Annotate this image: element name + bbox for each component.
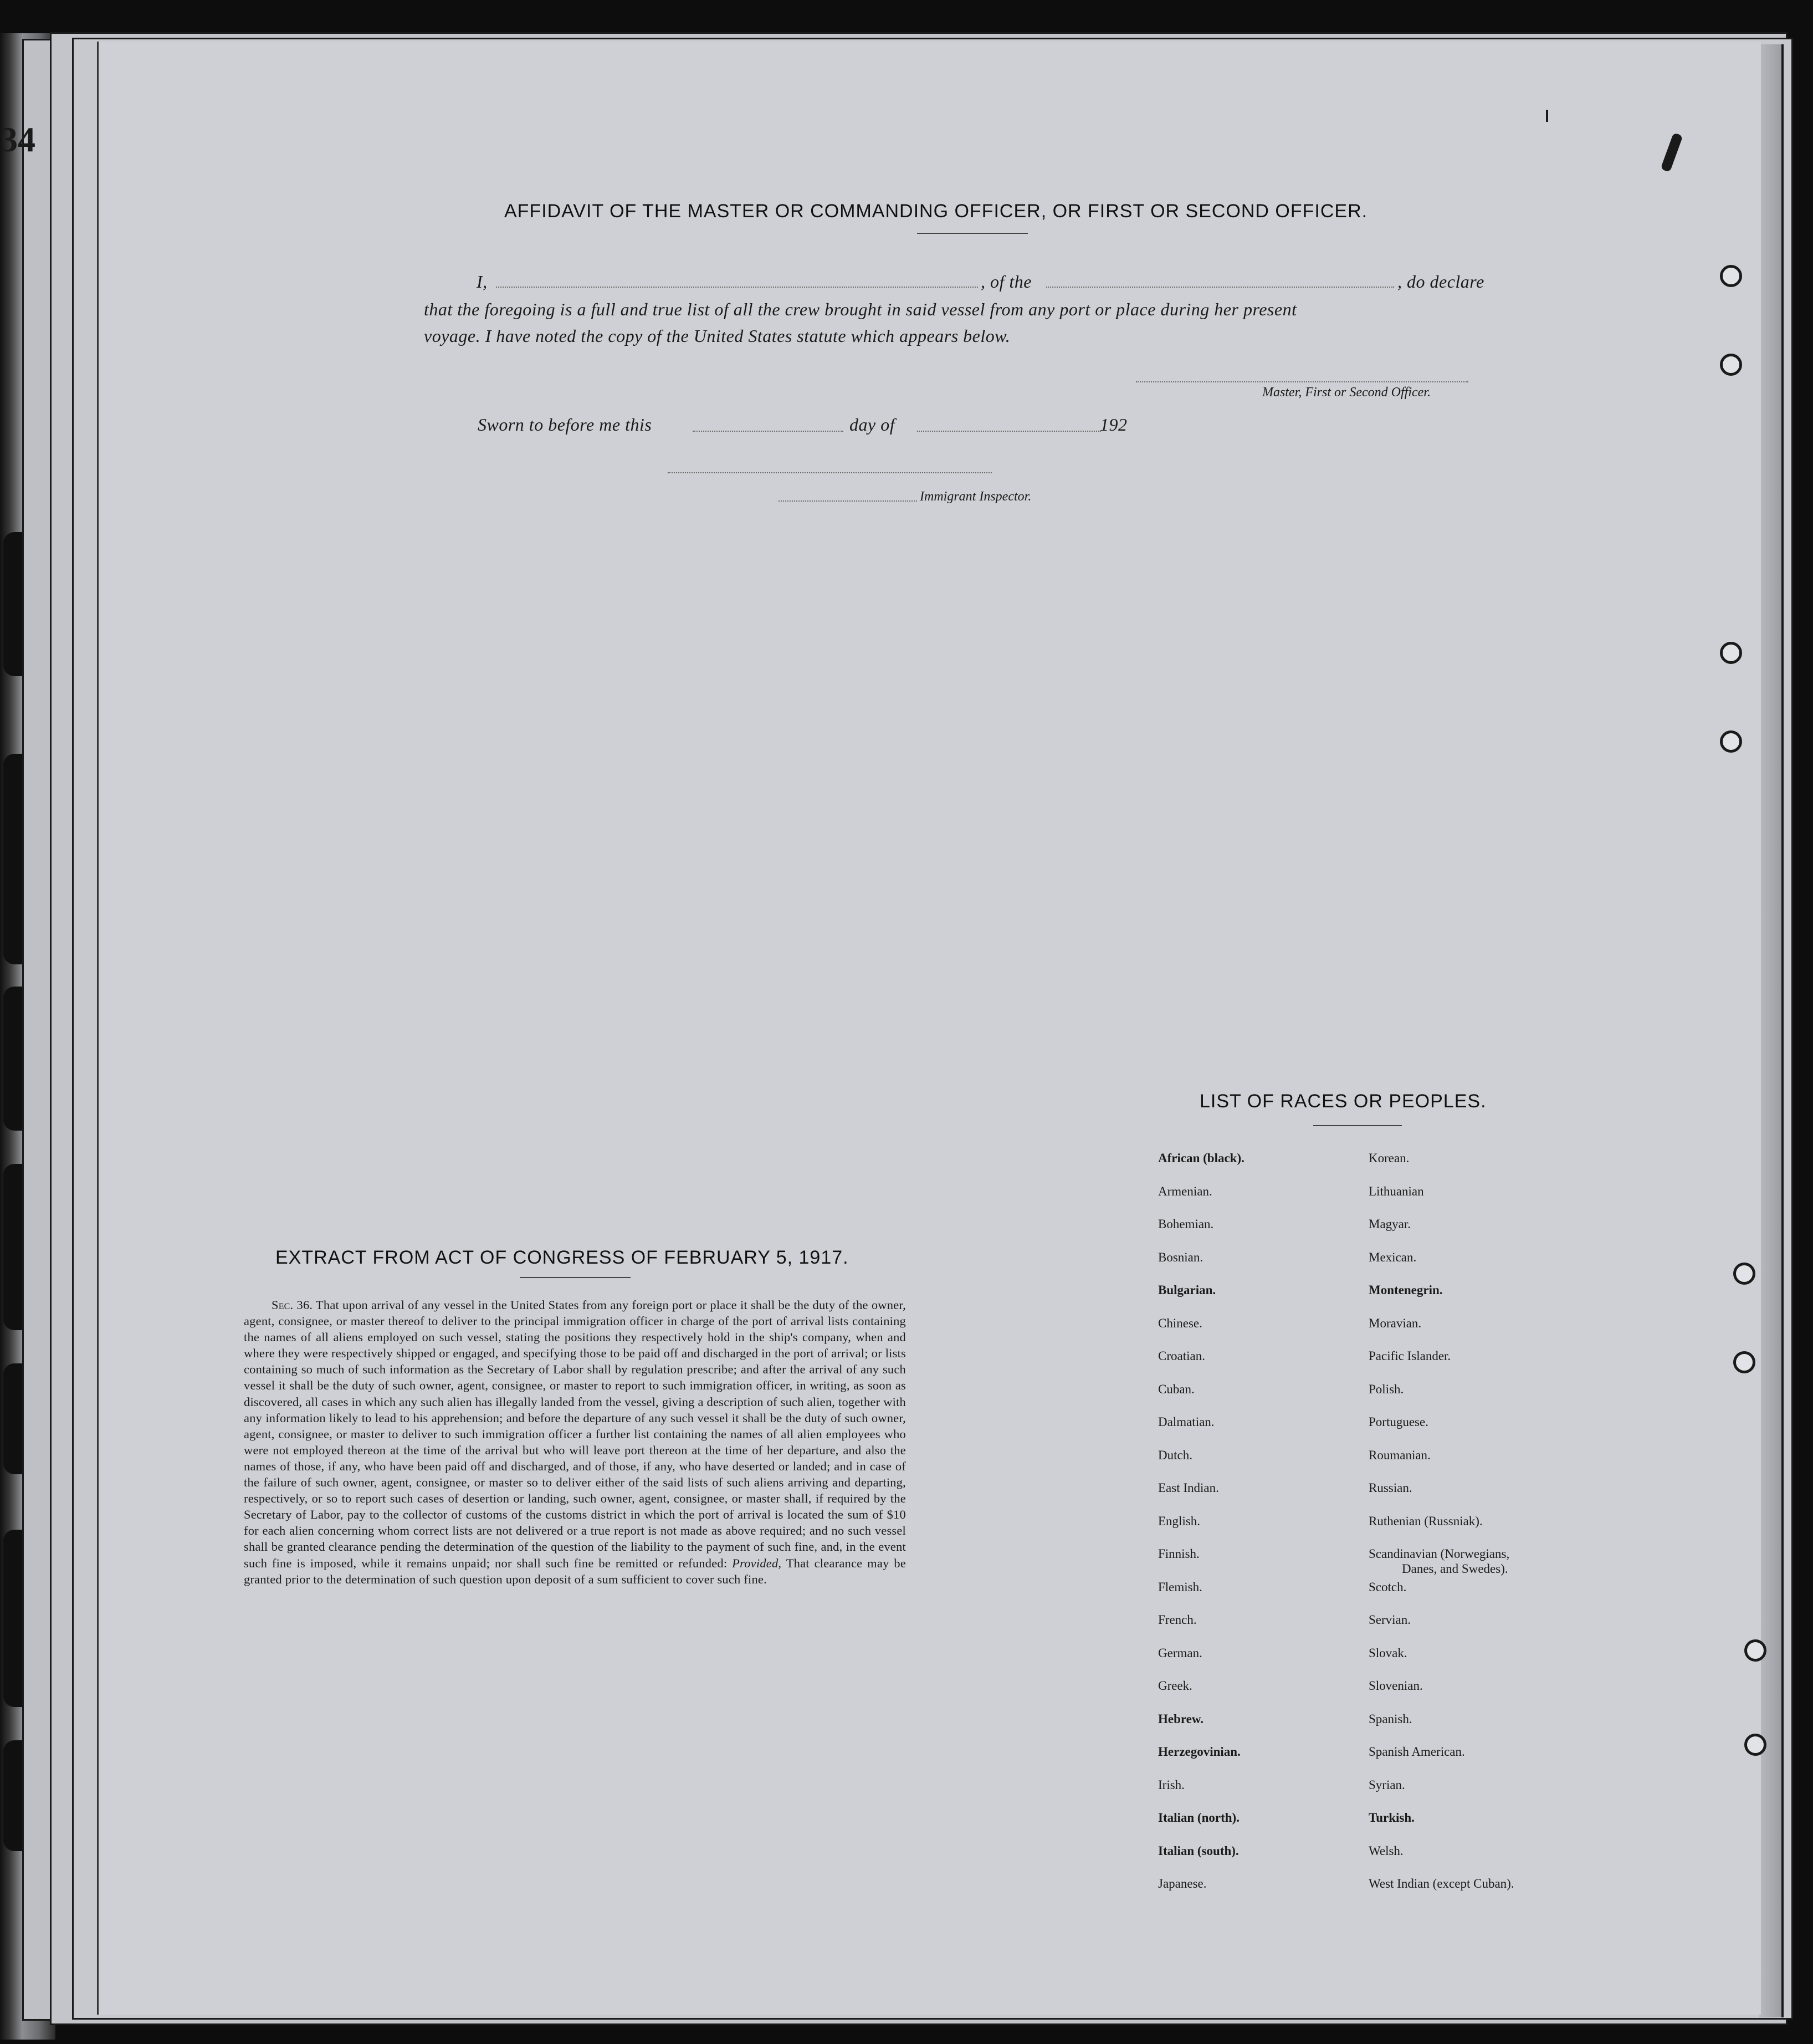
race-item: Montenegrin. [1369, 1283, 1443, 1297]
race-item: Moravian. [1369, 1316, 1422, 1330]
inspector-caption: Immigrant Inspector. [920, 489, 1032, 504]
race-item: Spanish American. [1369, 1745, 1465, 1759]
race-item: English. [1158, 1514, 1201, 1528]
race-item: German. [1158, 1646, 1202, 1660]
master-caption: Master, First or Second Officer. [1262, 385, 1431, 400]
race-item: African (black). [1158, 1151, 1244, 1165]
race-item: Ruthenian (Russniak). [1369, 1514, 1483, 1528]
race-item: Herzegovinian. [1158, 1745, 1241, 1759]
race-item: Turkish. [1369, 1811, 1415, 1825]
race-item: Syrian. [1369, 1777, 1405, 1792]
race-item: Lithuanian [1369, 1184, 1424, 1198]
race-item: Japanese. [1158, 1877, 1207, 1890]
race-item: Bosnian. [1158, 1250, 1203, 1264]
race-item-continuation: Danes, and Swedes). [1402, 1562, 1508, 1576]
affidavit-line2: that the foregoing is a full and true list of all the crew brought in said vessel from any port or place during her present [424, 299, 1297, 319]
statute-text [244, 1297, 906, 1587]
sworn-text: Sworn to before me this [478, 415, 652, 435]
punch-hole [1720, 265, 1742, 287]
punch-hole [1744, 1734, 1766, 1756]
title-rule [917, 233, 1028, 234]
master-signature-field[interactable] [1136, 381, 1468, 382]
race-item: Armenian. [1158, 1184, 1212, 1198]
race-item: Roumanian. [1369, 1448, 1431, 1462]
provided-text: That clearance may be granted prior to the determination of such question upon deposit of a sum sufficient to cover such fine. [244, 1556, 906, 1586]
extract-title: EXTRACT FROM ACT OF CONGRESS OF FEBRUARY 5, 1917. [275, 1247, 849, 1268]
races-rule [1313, 1125, 1402, 1126]
extract-rule [520, 1277, 631, 1278]
year-text: 192 [1100, 415, 1128, 435]
race-item: Scotch. [1369, 1580, 1407, 1594]
race-item: Croatian. [1158, 1349, 1205, 1363]
day-of-text: day of [849, 415, 895, 435]
page-edge-right [1759, 44, 1784, 2017]
punch-hole [1733, 1351, 1755, 1373]
pen-mark [1546, 110, 1548, 122]
provided-label: Provided, [732, 1556, 782, 1570]
race-item: Spanish. [1369, 1711, 1412, 1726]
name-field[interactable] [496, 287, 978, 288]
race-item: Hebrew. [1158, 1711, 1203, 1726]
sworn-day-field[interactable] [693, 431, 843, 432]
punch-hole [1744, 1639, 1766, 1662]
race-item: Dalmatian. [1158, 1415, 1215, 1429]
race-item: Irish. [1158, 1777, 1185, 1792]
page-number: 34 [0, 120, 35, 159]
punch-hole [1720, 730, 1742, 753]
race-item: Greek. [1158, 1679, 1192, 1693]
race-item: Portuguese. [1369, 1415, 1428, 1429]
race-item: Slovak. [1369, 1646, 1407, 1660]
affidavit-declare: , do declare [1397, 272, 1484, 292]
punch-hole [1733, 1263, 1755, 1285]
race-item: Dutch. [1158, 1448, 1192, 1462]
race-item: West Indian (except Cuban). [1369, 1877, 1514, 1890]
race-item: Welsh. [1369, 1843, 1404, 1858]
race-item: Finnish. [1158, 1547, 1200, 1561]
race-item: Pacific Islander. [1369, 1349, 1451, 1363]
affidavit-of-the: , of the [981, 272, 1032, 292]
race-item: French. [1158, 1613, 1197, 1627]
race-item: Slovenian. [1369, 1679, 1423, 1693]
statute-body: That upon arrival of any vessel in the United States from any foreign port or place it shall be the duty of the owner, agent, consignee, or master thereof to deliver to the principal immigration officer in charge of the port of arrival lists containing the names of all aliens employed on such vessel, stating the positions they respectively hold in the ship's company, when and where they were respectively shipped or engaged, and specifying those to be paid off and discharged in the port of arrival; or lists containing so much of such information as the Secretary of Labor shall by regulation prescribe; and after the arrival of any such vessel it shall be the duty of such owner, agent, consignee, or master to report to such immigration officer, in writing, as soon as discovered, all cases in which any such alien has illegally landed from the vessel, giving a description of such alien, together with any information likely to lead to his apprehension; and before the departure of any such vessel it shall be the duty of such owner, agent, consignee, or master to deliver to such immigration officer a further list containing the names of all alien employees who were not employed thereon at the time of the arrival but who will leave port thereon at the time of her departure, and also the names of those, if any, who have been paid off and discharged, and of those, if any, who have deserted or landed; and in case of the failure of such owner, agent, consignee, or master so to deliver either of the said lists of such aliens arriving and departing, respectively, or so to report such cases of desertion or landing, such owner, agent, consignee, or master shall, if required by the Secretary of Labor, pay to the collector of customs of the customs district in which the port of arrival is located the sum of $10 for each alien concerning whom correct lists are not delivered or a true report is not made as above required; and no such vessel shall be granted clearance pending the determination of the question of the liability to the payment of such fine, and, in the event such fine is imposed, while it remains unpaid; nor shall such fine be remitted or refunded: [244, 1298, 906, 1570]
race-item: Russian. [1369, 1481, 1412, 1495]
race-item: Italian (south). [1158, 1843, 1239, 1858]
race-item: Polish. [1369, 1382, 1404, 1396]
inspector-signature-top-field[interactable] [668, 472, 992, 473]
punch-hole [1720, 642, 1742, 664]
affidavit-i: I, [477, 272, 488, 292]
sworn-month-field[interactable] [917, 431, 1101, 432]
race-item: Bulgarian. [1158, 1283, 1216, 1297]
race-item: East Indian. [1158, 1481, 1219, 1495]
vessel-field[interactable] [1046, 287, 1394, 288]
race-item: Bohemian. [1158, 1217, 1214, 1231]
races-title: LIST OF RACES OR PEOPLES. [1200, 1091, 1487, 1112]
affidavit-line3: voyage. I have noted the copy of the United States statute which appears below. [424, 326, 1011, 346]
race-item: Korean. [1369, 1151, 1410, 1165]
affidavit-title: AFFIDAVIT OF THE MASTER OR COMMANDING OFFICER, OR FIRST OR SECOND OFFICER. [504, 201, 1368, 222]
race-item: Mexican. [1369, 1250, 1417, 1264]
punch-hole [1720, 354, 1742, 376]
race-item: Magyar. [1369, 1217, 1411, 1231]
race-item: Italian (north). [1158, 1811, 1240, 1825]
race-item: Flemish. [1158, 1580, 1202, 1594]
race-item: Cuban. [1158, 1382, 1195, 1396]
inspector-signature-field[interactable] [779, 500, 917, 502]
race-item: Scandinavian (Norwegians, [1369, 1547, 1510, 1561]
race-item: Chinese. [1158, 1316, 1202, 1330]
race-item: Servian. [1369, 1613, 1411, 1627]
section-label: Sec. 36. [272, 1298, 313, 1312]
